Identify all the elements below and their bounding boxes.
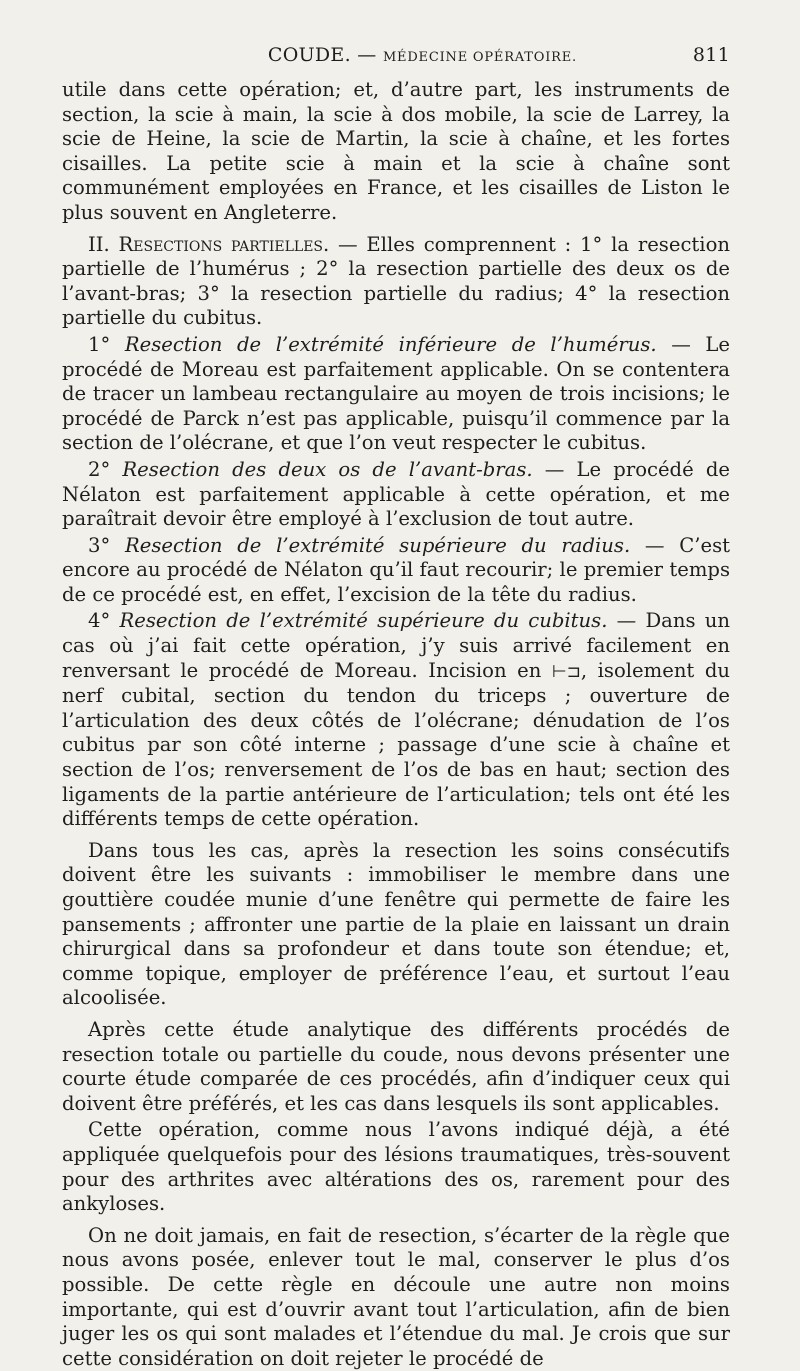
paragraph-humerus: 1° Resection de l’extrémité inférieure de l’humérus. — Le procédé de Moreau est parfaitement applicable. On se contentera de tracer un lambeau rectangulaire au moyen de trois incisions; le procédé de Parck n’est pas applicable, puisqu’il commence par la section de l’olécrane, et que l’on veut respecter le cubitus. xyxy=(62,332,730,455)
running-header xyxy=(62,44,730,66)
subsection-heading: Resection de l’extrémité supérieure du radius. xyxy=(125,533,631,557)
page-body xyxy=(62,78,730,1371)
paragraph-indications: Cette opération, comme nous l’avons indiqué déjà, a été appliquée quelquefois pour des lésions traumatiques, très-souvent pour des arthrites avec altérations des os, rarement pour des ankyloses. xyxy=(62,1118,730,1216)
paragraph-aftercare: Dans tous les cas, après la resection les soins consécutifs doivent être les suivants : immobiliser le membre dans une gouttière coudée munie d’une fenêtre qui permette de faire les pansements ; affronter une partie de la plaie en laissant un drain chirurgical dans sa profondeur et dans toute son étendue; et, comme topique, employer de préférence l’eau, et surtout l’eau alcoolisée. xyxy=(62,838,730,1010)
incision-symbol: ⊢⊐ xyxy=(551,661,581,682)
subsection-heading: Resection de l’extrémité supérieure du cubitus. xyxy=(119,609,608,633)
paragraph-continuation: utile dans cette opération; et, d’autre part, les instruments de section, la scie à main, la scie à dos mobile, la scie de Larrey, la scie de Heine, la scie de Martin, la scie à chaîne, et les fortes cisailles. La petite scie à main et la scie à chaîne sont communément employées en France, et les cisailles de Liston le plus souvent en Angleterre. xyxy=(62,78,730,224)
subsection-heading: Resection des deux os de l’avant-bras. xyxy=(122,457,533,481)
paragraph-partial-resections: II. Resections partielles. — Elles comprennent : 1° la resection partielle de l’humérus ; 2° la resection partielle des deux os de l’avant-bras; 3° la resection partielle du radius; 4° la resection partielle du cubitus. xyxy=(62,232,730,330)
paragraph-radius: 3° Resection de l’extrémité supérieure du radius. — C’est encore au procédé de Nélaton qu’il faut recourir; le premier temps de ce procédé est, en effet, l’excision de la tête du radius. xyxy=(62,533,730,606)
paragraph-forearm: 2° Resection des deux os de l’avant-bras. — Le procédé de Nélaton est parfaitement applicable à cette opération, et me paraîtrait devoir être employé à l’exclusion de tout autre. xyxy=(62,457,730,531)
running-title: COUDE. — MÉDECINE OPÉRATOIRE. xyxy=(267,44,577,66)
subsection-heading: Resection de l’extrémité inférieure de l’humérus. xyxy=(124,332,657,356)
section-heading: Resections partielles. xyxy=(118,232,330,256)
paragraph-cubitus: 4° Resection de l’extrémité supérieure du cubitus. — Dans un cas où j’ai fait cette opération, j’y suis arrivé facilement en renversant le procédé de Moreau. Incision en ⊢⊐, isolement du nerf cubital, section du tendon du triceps ; ouverture de l’articulation des deux côtés de l’olécrane; dénudation de l’os cubitus par son côté interne ; passage d’une scie à chaîne et section de l’os; renversement de l’os de bas en haut; section des ligaments de la partie antérieure de l’articulation; tels ont été les différents temps de cette opération. xyxy=(62,609,730,831)
page-number: 811 xyxy=(692,44,730,66)
paragraph-comparative-study: Après cette étude analytique des différents procédés de resection totale ou partielle du coude, nous devons présenter une courte étude comparée de ces procédés, afin d’indiquer ceux qui doivent être préférés, et les cas dans lesquels ils sont applicables. xyxy=(62,1017,730,1115)
paragraph-rule: On ne doit jamais, en fait de resection, s’écarter de la règle que nous avons posée, enlever tout le mal, conserver le plus d’os possible. De cette règle en découle une autre non moins importante, qui est d’ouvrir avant tout l’articulation, afin de bien juger les os qui sont malades et l’étendue du mal. Je crois que sur cette considération on doit rejeter le procédé de xyxy=(62,1223,730,1370)
